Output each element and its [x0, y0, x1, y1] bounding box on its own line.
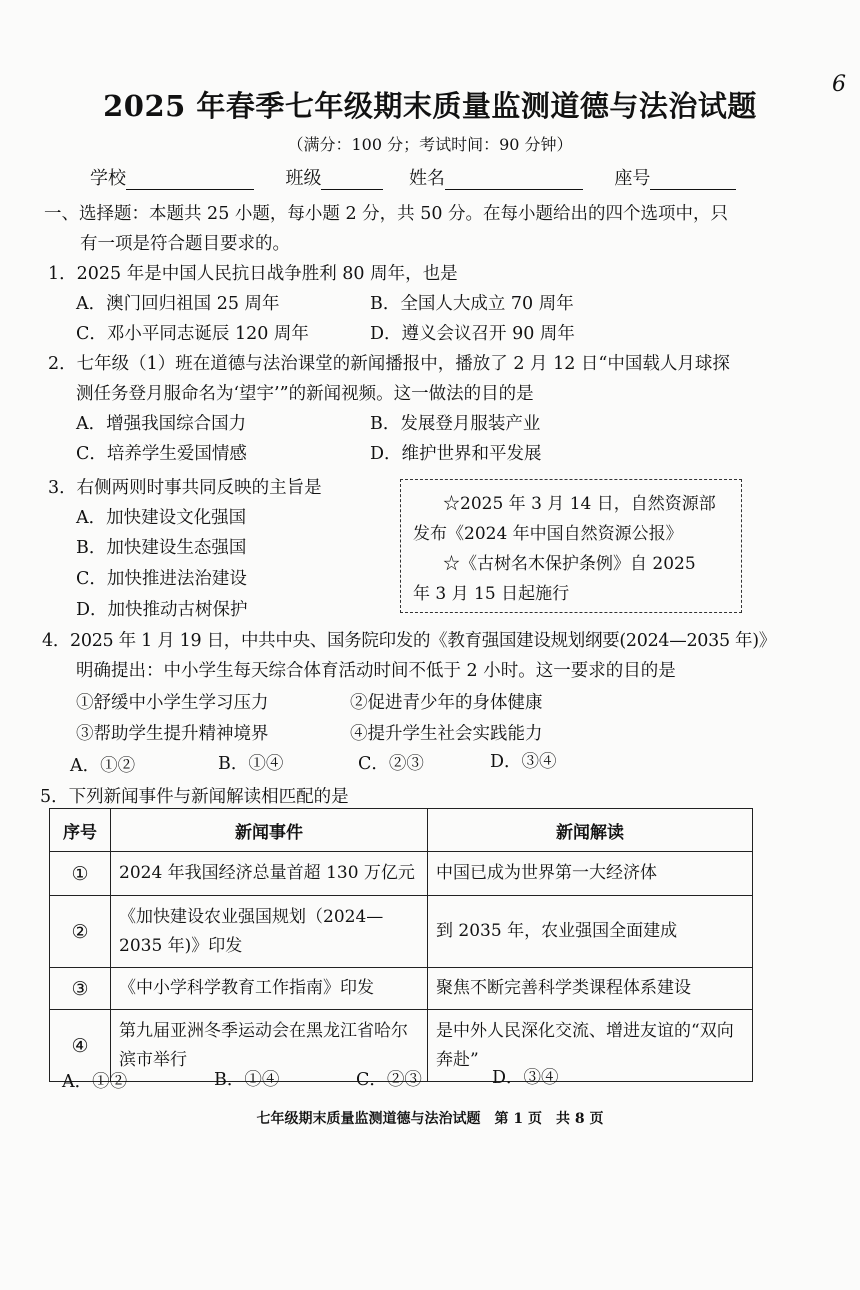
q5-news-table	[49, 808, 753, 1082]
row-event: 《中小学科学教育工作指南》印发	[111, 968, 428, 1010]
seat-label: 座号	[614, 168, 651, 189]
q3-option-a: A．加快建设文化强国	[76, 508, 247, 528]
q3-option-d: D．加快推动古树保护	[76, 600, 248, 620]
seat-field[interactable]	[650, 171, 736, 190]
section-instructions-line1: 一、选择题：本题共 25 小题，每小题 2 分，共 50 分。在每小题给出的四个选项中，只	[44, 204, 729, 224]
row-event: 2024 年我国经济总量首超 130 万亿元	[111, 852, 428, 896]
q3-news-box	[400, 479, 742, 613]
row-explanation: 到 2035 年，农业强国全面建成	[428, 896, 753, 968]
q4-stem-line1: 4．2025 年 1 月 19 日，中共中央、国务院印发的《教育强国建设规划纲要(2024—2035 年)》	[42, 631, 776, 651]
q1-option-a: A．澳门回归祖国 25 周年	[76, 294, 280, 314]
row-number: ③	[50, 968, 111, 1010]
q3-box-line2: 发布《2024 年中国自然资源公报》	[413, 524, 683, 544]
name-label: 姓名	[408, 168, 445, 189]
q5-option-a: A．①②	[62, 1072, 128, 1092]
q1-option-c: C．邓小平同志诞辰 120 周年	[76, 324, 309, 344]
table-row	[50, 968, 753, 1010]
table-row	[50, 896, 753, 968]
q4-statement-2: ②促进青少年的身体健康	[350, 693, 543, 713]
q4-stem-line2: 明确提出：中小学生每天综合体育活动时间不低于 2 小时。这一要求的目的是	[76, 661, 676, 681]
header-event: 新闻事件	[111, 809, 428, 852]
row-explanation: 聚焦不断完善科学类课程体系建设	[428, 968, 753, 1010]
page-footer: 七年级期末质量监测道德与法治试题 第 1 页 共 8 页	[256, 1111, 604, 1127]
q2-option-c: C．培养学生爱国情感	[76, 444, 247, 464]
q2-option-d: D．维护世界和平发展	[370, 444, 542, 464]
page-number: 6	[832, 72, 846, 97]
class-field[interactable]	[321, 171, 383, 190]
header-number: 序号	[50, 809, 111, 852]
exam-title: 2025 年春季七年级期末质量监测道德与法治试题	[103, 89, 757, 123]
q4-option-c: C．②③	[358, 754, 424, 774]
school-field[interactable]	[126, 171, 254, 190]
student-info-row	[90, 164, 736, 190]
q5-stem: 5．下列新闻事件与新闻解读相匹配的是	[40, 787, 349, 807]
header-explanation: 新闻解读	[428, 809, 753, 852]
name-field[interactable]	[445, 171, 583, 190]
q5-option-c: C．②③	[356, 1070, 422, 1090]
q4-statement-3: ③帮助学生提升精神境界	[76, 724, 269, 744]
row-event: 《加快建设农业强国规划（2024—2035 年)》印发	[111, 896, 428, 968]
exam-subtitle: （满分：100 分；考试时间：90 分钟）	[287, 135, 573, 154]
row-number: ①	[50, 852, 111, 896]
q1-option-b: B．全国人大成立 70 周年	[370, 294, 574, 314]
q3-box-line4: 年 3 月 15 日起施行	[413, 584, 570, 604]
q2-stem-line1: 2．七年级（1）班在道德与法治课堂的新闻播报中，播放了 2 月 12 日“中国载人月球探	[48, 354, 730, 374]
row-number: ④	[50, 1010, 111, 1082]
q3-box-line1: ☆2025 年 3 月 14 日，自然资源部	[443, 494, 716, 514]
q2-option-a: A．增强我国综合国力	[76, 414, 247, 434]
row-explanation: 中国已成为世界第一大经济体	[428, 852, 753, 896]
table-header-row	[50, 809, 753, 852]
q4-option-d: D．③④	[490, 752, 557, 772]
row-event: 第九届亚洲冬季运动会在黑龙江省哈尔滨市举行	[111, 1010, 428, 1082]
q4-statement-1: ①舒缓中小学生学习压力	[76, 693, 269, 713]
q5-option-d: D．③④	[492, 1068, 559, 1088]
q1-stem: 1．2025 年是中国人民抗日战争胜利 80 周年，也是	[48, 264, 458, 284]
q3-box-line3: ☆《古树名木保护条例》自 2025	[443, 554, 696, 574]
section-instructions-line2: 有一项是符合题目要求的。	[80, 234, 290, 254]
row-explanation: 是中外人民深化交流、增进友谊的“双向奔赴”	[428, 1010, 753, 1082]
q1-option-d: D．遵义会议召开 90 周年	[370, 324, 575, 344]
q4-option-b: B．①④	[218, 754, 284, 774]
table-row	[50, 852, 753, 896]
q2-option-b: B．发展登月服装产业	[370, 414, 541, 434]
row-number: ②	[50, 896, 111, 968]
q3-option-c: C．加快推进法治建设	[76, 569, 247, 589]
class-label: 班级	[285, 168, 322, 189]
q4-option-a: A．①②	[70, 756, 136, 776]
school-label: 学校	[90, 168, 126, 189]
q5-option-b: B．①④	[214, 1070, 280, 1090]
q3-stem: 3．右侧两则时事共同反映的主旨是	[48, 478, 322, 498]
q2-stem-line2: 测任务登月服命名为‘望宇’”的新闻视频。这一做法的目的是	[76, 384, 534, 404]
q3-option-b: B．加快建设生态强国	[76, 538, 247, 558]
q4-statement-4: ④提升学生社会实践能力	[350, 724, 543, 744]
